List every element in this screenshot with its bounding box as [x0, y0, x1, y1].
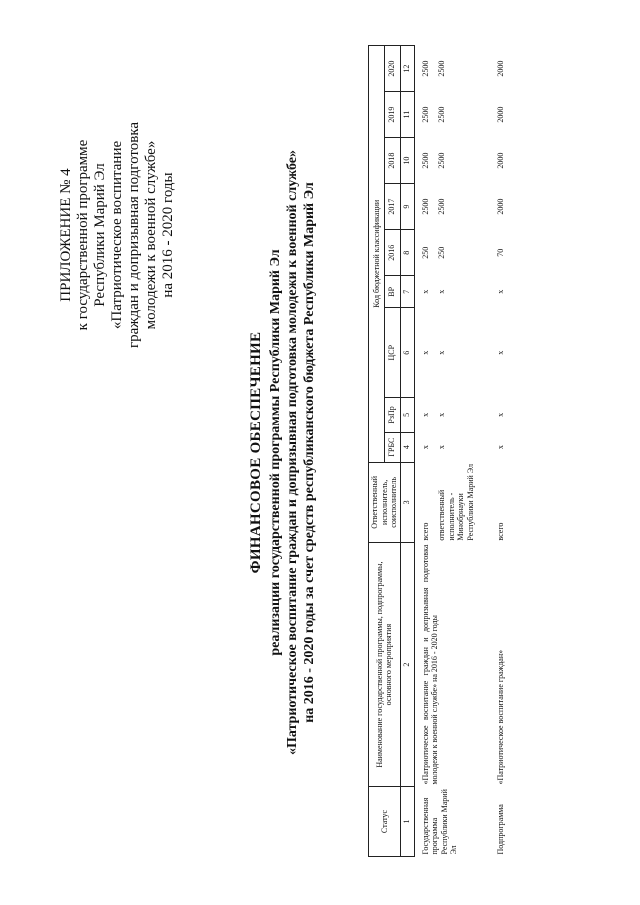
heading-line: на 2016 - 2020 годы за счет средств республиканского бюджета Республики Марий Эл [302, 182, 317, 723]
table-cell: х [496, 445, 505, 450]
row-name: «Патриотическое воспитание граждан» [496, 649, 505, 785]
table-cell: 2500 [420, 106, 430, 123]
heading-line: «Патриотическое воспитание граждан и допризывная подготовка молодежи к военной службе» [285, 149, 300, 756]
appendix-line: к государственной программе [75, 139, 91, 331]
appendix-block [58, 70, 177, 400]
header-name: Наименование государственной программы, подпрограммы, основного мероприятия [369, 543, 401, 787]
table-cell: 2500 [437, 198, 446, 215]
table-cell: 250 [420, 246, 430, 259]
row-executor: всего [496, 522, 505, 541]
table-cell: х [496, 412, 505, 417]
column-number: 11 [400, 92, 414, 138]
header-rzpr: РзПр [384, 398, 400, 433]
table-cell: 2500 [437, 60, 446, 77]
table-cell: х [496, 289, 505, 294]
column-number: 3 [400, 462, 414, 543]
table-cell: 2000 [496, 152, 505, 169]
column-number: 5 [400, 398, 414, 433]
row-executor: всего [420, 522, 430, 541]
table-cell: х [437, 289, 446, 294]
column-number: 10 [400, 138, 414, 184]
header-year: 2017 [384, 184, 400, 230]
document-heading [248, 40, 318, 865]
table-cell: 2500 [437, 106, 446, 123]
table-cell: 2000 [496, 198, 505, 215]
table-cell: х [437, 350, 446, 355]
header-year: 2018 [384, 138, 400, 184]
table-cell: х [420, 445, 430, 450]
table-cell: 2000 [496, 106, 505, 123]
appendix-line: «Патриотическое воспитание [109, 140, 125, 330]
appendix-line: на 2016 - 2020 годы [160, 172, 176, 298]
table-cell: х [496, 350, 505, 355]
appendix-line: граждан и допризывная подготовка [126, 121, 142, 349]
table-cell: х [420, 412, 430, 417]
header-vr: ВР [384, 276, 400, 308]
table-cell: х [420, 350, 430, 355]
header-executor: Ответственный исполнитель, соисполнитель [369, 462, 401, 543]
appendix-line: ПРИЛОЖЕНИЕ № 4 [58, 168, 74, 302]
column-number: 2 [400, 543, 414, 787]
row-status: Подпрограмма [496, 804, 505, 855]
row-status: Государственная программа Республики Марий Эл [420, 789, 458, 855]
header-budget-code: Код бюджетной классификации [369, 46, 385, 463]
table-cell: х [437, 445, 446, 450]
header-status: Статус [369, 787, 401, 857]
row-executor: ответственный исполнитель - Минобрнауки Республики Марий Эл [437, 464, 475, 541]
table-cell: х [437, 412, 446, 417]
column-number: 7 [400, 276, 414, 308]
table-cell: 2000 [496, 60, 505, 77]
appendix-line: молодежи к военной службе» [143, 140, 159, 330]
row-name: «Патриотическое воспитание граждан и допризывная подготовка молодежи к военной службе» на 2016 - 2020 годы [420, 544, 439, 785]
column-number: 1 [400, 787, 414, 857]
header-year: 2016 [384, 230, 400, 276]
column-number: 12 [400, 46, 414, 92]
column-number: 6 [400, 308, 414, 398]
header-grbs: ГРБС [384, 432, 400, 462]
column-number: 4 [400, 432, 414, 462]
table-cell: 2500 [420, 60, 430, 77]
table-cell: х [420, 289, 430, 294]
table-cell: 2500 [420, 152, 430, 169]
header-csr: ЦСР [384, 308, 400, 398]
appendix-line: Республики Марий Эл [92, 163, 108, 307]
table-cell: 250 [437, 246, 446, 259]
table-cell: 2500 [437, 152, 446, 169]
table-row [476, 46, 507, 857]
table-cell: 70 [496, 248, 505, 257]
column-number: 9 [400, 184, 414, 230]
table-cell: 2500 [420, 198, 430, 215]
heading-line: реализации государственной программы Республики Марий Эл [268, 249, 283, 656]
column-number: 8 [400, 230, 414, 276]
header-year: 2019 [384, 92, 400, 138]
financing-table [368, 45, 507, 857]
header-year: 2020 [384, 46, 400, 92]
document-title: ФИНАНСОВОЕ ОБЕСПЕЧЕНИЕ [248, 331, 264, 574]
table-row [414, 46, 431, 857]
